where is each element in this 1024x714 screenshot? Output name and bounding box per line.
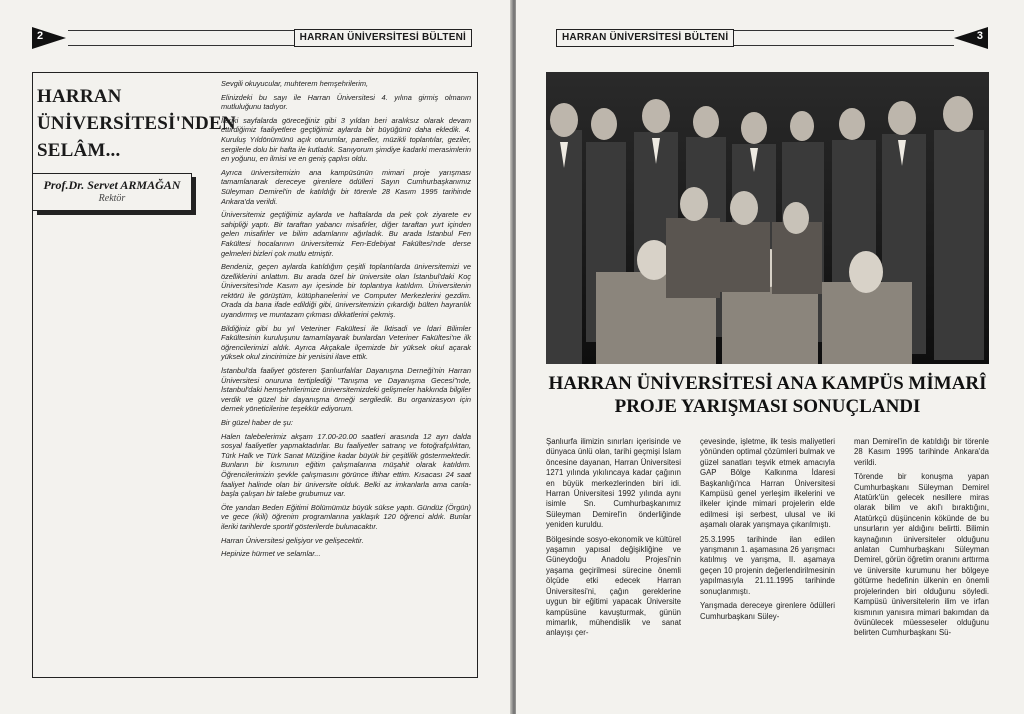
article-paragraph: Şanlıurfa ilimizin sınırları içerisinde ve dünyaca ünlü olan, tarihi geçmişi İslam öncesine dayanan, Harran Üniversitesi 1271 yılında yıkılıncaya kadar çağının en büyük merkezlerinden biri idi. Harran Üniversitesi 1992 yılında aynı isimle Sn. Cumhurbaşkanımız Süleyman Demirel'in önderliğinde yeniden kuruldu. bbox=[546, 437, 681, 530]
article-column-3 bbox=[854, 437, 989, 643]
article-column-2 bbox=[700, 437, 835, 626]
group-photo-illustration bbox=[546, 72, 989, 364]
article-headline: HARRAN ÜNİVERSİTESİ ANA KAMPÜS MİMARÎ PROJE YARIŞMASI SONUÇLANDI bbox=[548, 373, 987, 417]
editorial-frame bbox=[32, 72, 478, 678]
page-number-marker bbox=[954, 27, 988, 49]
editorial-letter bbox=[221, 79, 471, 563]
article-body bbox=[546, 437, 989, 682]
letter-paragraph: Hepinize hürmet ve selamlar... bbox=[221, 549, 321, 559]
page-number: 3 bbox=[976, 30, 983, 42]
letter-paragraph: Öte yandan Beden Eğitimi Bölümümüz büyük sükse yaptı. Gündüz (Örgün) ve gece (ikili) öğrenim programlarına yaklaşık 120 öğrenci aldık. Bunlar ileriki tarihlerde sportif gösterilerde bulunacaktır. bbox=[221, 502, 471, 531]
editorial-title-block bbox=[33, 73, 236, 164]
letter-paragraph: Elinizdeki bu sayı ile Harran Üniversitesi 4. yılına girmiş olmanın mutluluğunu tadıyor. bbox=[221, 92, 471, 112]
letter-paragraph: Bildiğiniz gibi bu yıl Veteriner Fakültesi ile İktisadi ve İdari Bilimler Fakültesinin kuruluşunu tamamlayarak bunlardan Veteriner Fakültesi'ne ilk öğrencilerimizi aldık. Ayrıca Akçakale ilçemizde bir yüksek okul açarak yüksek okul zincirimize bir yenisini ilave ettik. bbox=[221, 323, 471, 362]
article-column-1 bbox=[546, 437, 681, 643]
letter-paragraph: Sevgili okuyucular, muhterem hemşehrilerim, bbox=[221, 79, 369, 88]
running-head: HARRAN ÜNİVERSİTESİ BÜLTENİ bbox=[294, 29, 472, 47]
running-head: HARRAN ÜNİVERSİTESİ BÜLTENİ bbox=[556, 29, 734, 47]
article-paragraph: 25.3.1995 tarihinde ilan edilen yarışmanın 1. aşamasına 26 yarışmacı katılmış ve yarışma, II. aşamaya geçen 10 projenin değerlendirilmesinin yapılmasıyla 21.11.1995 tarihinde sonuçlanmıştı. bbox=[700, 534, 835, 596]
letter-paragraph: İstanbul'da faaliyet gösteren Şanlıurfalılar Dayanışma Derneği'nin Harran Üniversitesi onuruna tertiplediği "Tanışma ve Dayanışma Gecesi"nde, İstanbul'daki hemşehrilerimize üniversitemizdeki gelişmeler hakkında bilgiler verdik ve güzel bir dayanışma örneği sergiledik. Bu organizasyon için dernek yöneticilerine teşekkür ediyorum. bbox=[221, 366, 471, 414]
letter-paragraph: İleriki sayfalarda göreceğiniz gibi 3 yıldan beri aralıksız olarak devam ettirdiğimiz faaliyetlere geçtiğimiz aylarda bir büyüğünü daha ekledik. 4. Kuruluş Yıldönümünü açık oturumlar, paneller, müzikli toplantılar, geziler, sergilerle dolu bir hafta ile kutladık. Sanıyorum şimdiye kadarki merasimlerin en yoğunu, en ilmisi ve en geniş çaplısı oldu. bbox=[221, 115, 471, 164]
article-paragraph: çevesinde, işletme, ilk tesis maliyetleri yönünden optimal çözümleri bulmak ve güzel sanatları teşvik etmek amacıyla GAP Bölge Kalkınma İdaresi Başkanlığı'nca Harran Üniversitesi Kampüsü genel yerleşim ilkelerini ve ilkeler içinde mimari projelerin elde edilmesi işi serbest, ulusal ve iki aşamalı olarak yarışmaya çıkarılmıştı. bbox=[700, 437, 835, 530]
letter-paragraph: Harran Üniversitesi gelişiyor ve gelişecektir. bbox=[221, 535, 364, 545]
letter-paragraph: Bir güzel haber de şu: bbox=[221, 418, 293, 427]
author-name: Prof.Dr. Servet ARMAĞAN bbox=[43, 178, 181, 192]
title-line: ÜNİVERSİTESİ'NDEN bbox=[37, 113, 236, 134]
right-page bbox=[516, 0, 1024, 714]
author-byline bbox=[33, 173, 192, 211]
letter-paragraph: Bendeniz, geçen aylarda katıldığım çeşitli toplantılarda üniversitemizi ve özelliklerini anlattım. Bu arada özel bir üniversite olan İstanbul'daki Koç Üniversitesi'nde Kasım ayı içesinde bir toplantıya katıldım. Üniversitenin rektörü ile görüştüm, kütüphanelerini ve Computer Merkezlerini gezdim. Orada da bana ifade edildiği gibi, üniversitemizin çıkardığı bülten hayranlık uyandırmış ve muntazam çıkması dikkatlerini çekmiş. bbox=[221, 262, 471, 320]
article-paragraph: Yarışmada dereceye girenlere ödülleri Cumhurbaşkanı Süley- bbox=[700, 601, 835, 621]
ceremony-photo bbox=[546, 72, 989, 364]
article-paragraph: man Demirel'in de katıldığı bir törenle 28 Kasım 1995 tarihinde Ankara'da verildi. bbox=[854, 437, 989, 467]
page-number-marker bbox=[32, 27, 66, 49]
editorial-title bbox=[37, 83, 236, 164]
page-number: 2 bbox=[37, 30, 44, 42]
article-paragraph: Bölgesinde sosyo-ekonomik ve kültürel yaşamın yapısal değişikliğine ve Güneydoğu Anadolu Projesi'nin yaşama geçirilmesi sürecine önemli ölçüde etki edecek Harran Üniversitesi'ni, çağın gereklerine uygun bir eğitimi yapacak Üniversite kampüsüne kavuşturmak, günün mimarlık, mühendislik ve sanat anlayışı çer- bbox=[546, 534, 681, 638]
article-paragraph: Törende bir konuşma yapan Cumhurbaşkanı Süleyman Demirel Atatürk'ün gelecek nesillere miras olarak bilim ve akıl'ı bıraktığını, Atatürkçü düşüncenin kökünde de bu unsurların yer aldığını belirtti. Bilimin kaynağının üniversiteler olduğunu anlatan Cumhurbaşkanı Süleyman Demirel, görün öğretim oranını arttırma ve üniversite kurumunu her bölgeye götürme hedefinin ülkenin en önemli projelerinden biri olduğunu söyledi. Kampüsü üniversitelerin ilim ve irfan kısmının yanısıra mimari bakımdan da övünülecek müesseseler olduğunu belirten Cumhurbaşkanı Sü- bbox=[854, 472, 989, 638]
title-line: HARRAN bbox=[37, 86, 122, 107]
letter-paragraph: Üniversitemiz geçtiğimiz aylarda ve haftalarda da pek çok ziyarete ev sahipliği yaptı. Bir taraftan yabancı misafirler, diğer taraftan yurt içinden gelen misafirler ve bilim adamlarını ağırladık. Bu arada İstanbul Fen Fakültesi hocalarının üniversitemiz Fen-Edebiyat Fakültesi'nde derse gelmeleri bizleri çok mutlu etmiştir. bbox=[221, 210, 471, 258]
author-role: Rektör bbox=[98, 193, 126, 204]
title-line: SELÂM... bbox=[37, 140, 121, 161]
letter-paragraph: Halen talebelerimiz akşam 17.00-20.00 saatleri arasında 12 ayrı dalda sosyal faaliyetler yapmaktadırlar. Bu faaliyetler satranç ve fotoğrafçılıktan, Türk Halk ve Türk Sanat Müziğine kadar büyük bir çeşitlilik göstermektedir. Bunların bir kısmının eğitim çalışmalarına müşahit olarak katıldım. Öğrencilerimizin şevkle çalışmasını görünce iftihar ettim. Kısacası 24 saat faaliyet halinde olan bir üniversite olduk. Belki az imkanlarla ama canla-başla çalışan bir talebe grubumuz var. bbox=[221, 431, 471, 499]
letter-paragraph: Ayrıca üniversitemizin ana kampüsünün mimari proje yarışması tamamlanarak dereceye girenlere ödülleri Sayın Cumhurbaşkanımız Süleyman Demirel'in de katıldığı bir törenle 28 Kasım 1995 tarihinde Ankara'da verildi. bbox=[221, 167, 471, 206]
